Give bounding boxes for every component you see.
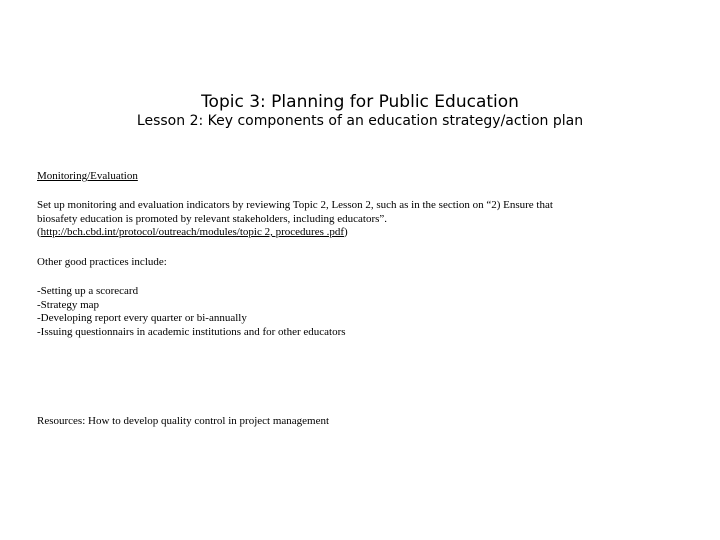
practices-list [37,285,346,339]
slide-title: Topic 3: Planning for Public Education [201,92,519,112]
good-practices-intro: Other good practices include: [37,256,167,268]
link-open-paren: ( [37,226,41,238]
monitoring-paragraph [37,199,553,240]
resources-line: Resources: How to develop quality control in project management [37,415,330,427]
section-heading: Monitoring/Evaluation [37,170,138,182]
list-item: -Issuing questionnairs in academic institutions and for other educators [37,325,346,338]
list-item: -Strategy map [37,298,100,311]
paragraph-line: Set up monitoring and evaluation indicators by reviewing Topic 2, Lesson 2, such as in the section on “2) Ensure that [37,199,553,211]
paragraph-line: biosafety education is promoted by relevant stakeholders, including educators”. [37,212,388,225]
link-close-paren: ) [344,226,348,238]
slide-subtitle: Lesson 2: Key components of an education strategy/action plan [136,113,584,129]
reference-line [37,226,553,240]
reference-link[interactable]: http://bch.cbd.int/protocol/outreach/modules/topic 2, procedures .pdf [40,226,345,238]
list-item: -Setting up a scorecard [37,285,139,297]
list-item: -Developing report every quarter or bi-annually [37,312,247,324]
